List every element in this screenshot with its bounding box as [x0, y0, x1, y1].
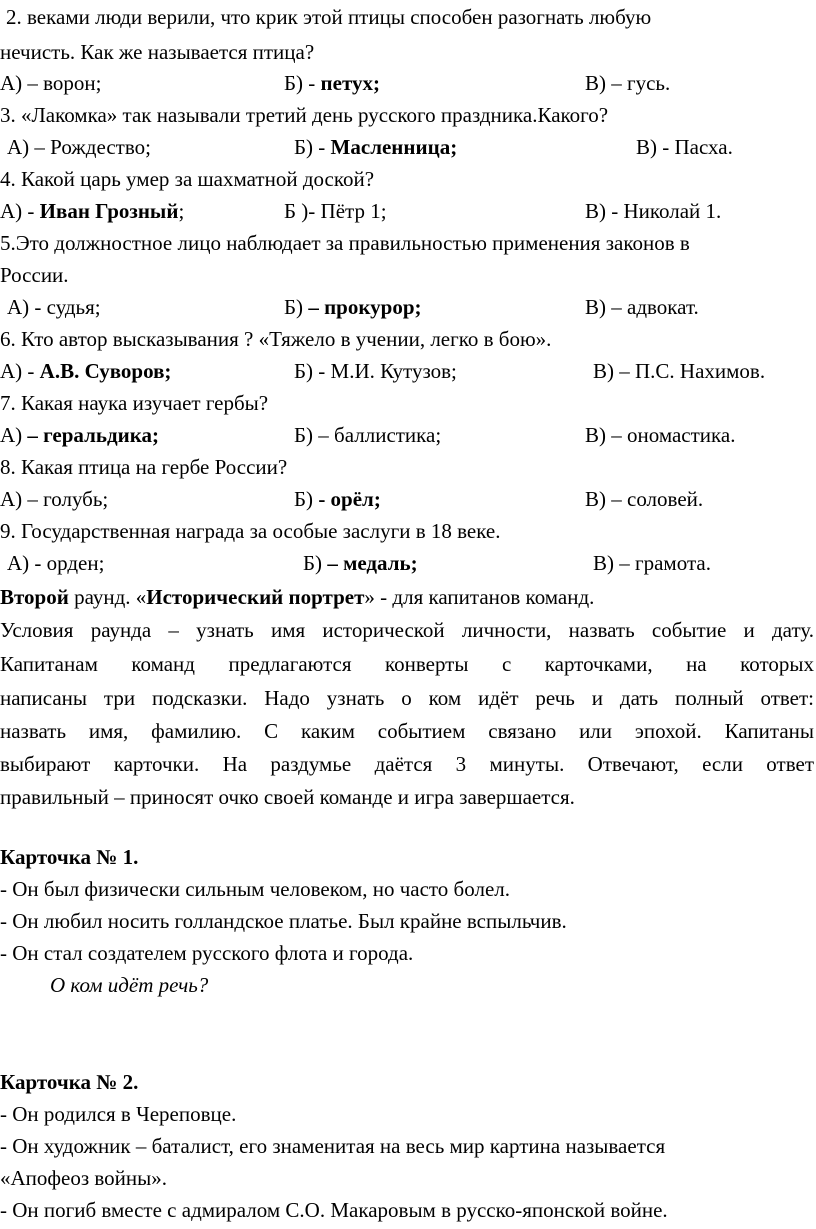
question-5-option-c: В) – адвокат.: [585, 295, 699, 319]
question-9-option-a: А) - орден;: [7, 551, 105, 575]
question-2-text-cont: нечисть. Как же называется птица?: [0, 40, 315, 64]
question-9-option-c: В) – грамота.: [593, 551, 711, 575]
question-4-option-b: Б )- Пётр 1;: [284, 199, 387, 223]
question-3-option-c: В) - Пасха.: [636, 135, 733, 159]
question-4-option-a: А) - Иван Грозный;: [0, 199, 185, 223]
question-9-answer: – медаль;: [327, 551, 418, 575]
question-8-answer: - орёл;: [318, 487, 381, 511]
question-4-answer: Иван Грозный: [39, 199, 179, 223]
question-6-text: 6. Кто автор высказывания ? «Тяжело в учении, легко в бою».: [0, 327, 552, 351]
question-4-text: 4. Какой царь умер за шахматной доской?: [0, 167, 375, 191]
round-2-title: Исторический портрет: [146, 585, 365, 609]
card-2-hint: - Он родился в Череповце.: [0, 1102, 237, 1126]
question-7-option-c: В) – ономастика.: [585, 423, 736, 447]
rules-line: Капитанам команд предлагаются конверты с карточками, на которых: [0, 652, 814, 676]
rules-line: назвать имя, фамилию. С каким событием связано или эпохой. Капитаны: [0, 719, 814, 743]
question-5-option-b: Б) – прокурор;: [284, 295, 422, 319]
card-1-hint: - Он любил носить голландское платье. Был крайне вспыльчив.: [0, 909, 567, 933]
question-5-text: 5.Это должностное лицо наблюдает за правильностью применения законов в: [0, 231, 690, 255]
question-2-option-b: Б) - петух;: [284, 71, 380, 95]
rules-line-last: правильный – приносят очко своей команде и игра завершается.: [0, 785, 575, 809]
card-1-question: О ком идёт речь?: [50, 973, 209, 997]
question-8-option-a: А) – голубь;: [0, 487, 109, 511]
question-2-answer: петух;: [320, 71, 380, 95]
rules-line: выбирают карточки. На раздумье даётся 3 минуты. Отвечают, если ответ: [0, 752, 814, 776]
question-7-option-b: Б) – баллистика;: [294, 423, 442, 447]
question-2-option-c: В) – гусь.: [585, 71, 671, 95]
question-5-option-a: А) - судья;: [7, 295, 101, 319]
question-5-text-cont: России.: [0, 263, 69, 287]
question-6-option-c: В) – П.С. Нахимов.: [593, 359, 766, 383]
question-8-option-b: Б) - орёл;: [294, 487, 381, 511]
question-3-option-a: А) – Рождество;: [7, 135, 151, 159]
question-9-option-b: Б) – медаль;: [303, 551, 418, 575]
rules-line: написаны три подсказки. Надо узнать о ком идёт речь и дать полный ответ:: [0, 686, 814, 710]
question-7-option-a: А) – геральдика;: [0, 423, 159, 447]
card-1-title: Карточка № 1.: [0, 845, 139, 869]
card-1-hint: - Он стал создателем русского флота и города.: [0, 941, 414, 965]
question-6-option-a: А) - А.В. Суворов;: [0, 359, 172, 383]
question-7-text: 7. Какая наука изучает гербы?: [0, 391, 269, 415]
round-2-heading: Второй раунд. «Исторический портрет» - для капитанов команд.: [0, 585, 595, 609]
card-2-hint: - Он художник – баталист, его знаменитая на весь мир картина называется: [0, 1134, 666, 1158]
question-3-option-b: Б) - Масленница;: [294, 135, 458, 159]
card-1-hint: - Он был физически сильным человеком, но часто болел.: [0, 877, 510, 901]
card-2-hint-cont: «Апофеоз войны».: [0, 1166, 167, 1190]
question-8-text: 8. Какая птица на гербе России?: [0, 455, 288, 479]
question-6-answer: А.В. Суворов;: [39, 359, 172, 383]
question-2-option-a: А) – ворон;: [0, 71, 102, 95]
question-4-option-c: В) - Николай 1.: [585, 199, 722, 223]
rules-line: Условия раунда – узнать имя исторической личности, назвать событие и дату.: [0, 618, 814, 642]
question-3-text: 3. «Лакомка» так называли третий день русского праздника.Какого?: [0, 103, 609, 127]
card-2-hint: - Он погиб вместе с адмиралом С.О. Макаровым в русско-японской войне.: [0, 1198, 668, 1222]
question-9-text: 9. Государственная награда за особые заслуги в 18 веке.: [0, 519, 501, 543]
card-2-title: Карточка № 2.: [0, 1070, 139, 1094]
question-6-option-b: Б) - М.И. Кутузов;: [294, 359, 457, 383]
question-8-option-c: В) – соловей.: [585, 487, 704, 511]
question-7-answer: – геральдика;: [27, 423, 159, 447]
question-5-answer: – прокурор;: [308, 295, 422, 319]
question-2-text: 2. веками люди верили, что крик этой птицы способен разогнать любую: [6, 5, 652, 29]
question-3-answer: Масленница;: [330, 135, 458, 159]
